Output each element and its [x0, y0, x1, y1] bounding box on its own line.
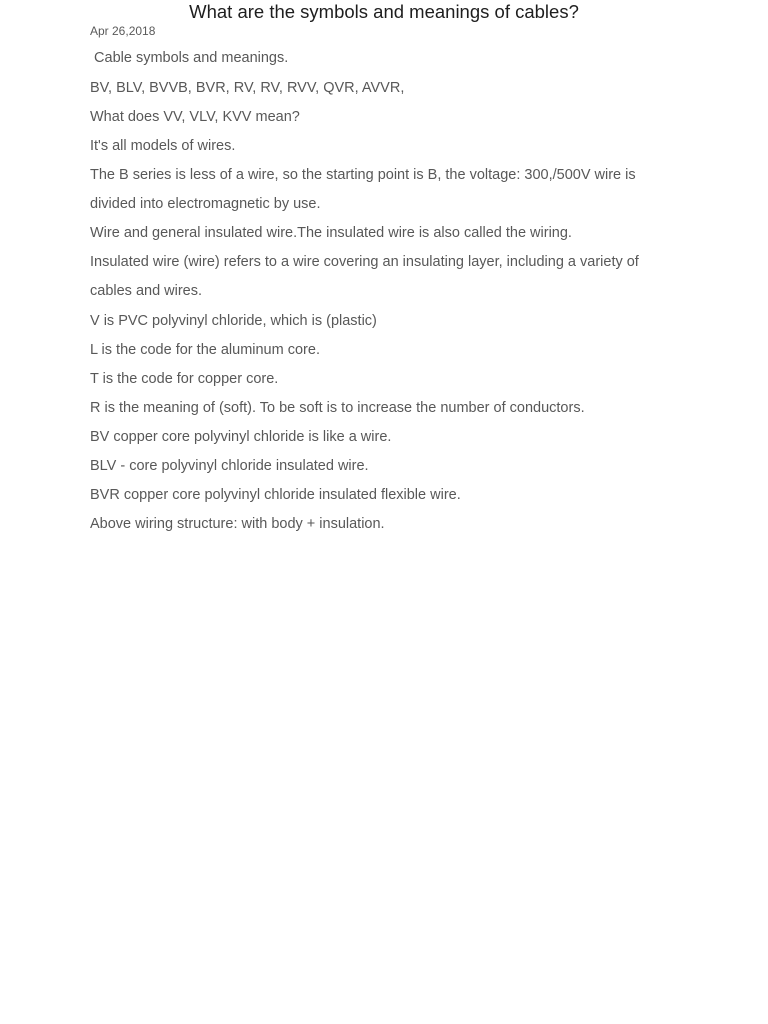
- paragraph-line: T is the code for copper core.: [90, 370, 279, 387]
- paragraph-line: It's all models of wires.: [90, 137, 236, 154]
- paragraph-line: Cable symbols and meanings.: [90, 50, 289, 67]
- paragraph-line: L is the code for the aluminum core.: [90, 341, 320, 358]
- paragraph-line: Above wiring structure: with body + insulation.: [90, 516, 385, 533]
- paragraph: [90, 103, 730, 132]
- paragraph: [90, 423, 730, 452]
- paragraph-line: BV, BLV, BVVB, BVR, RV, RV, RVV, QVR, AVVR,: [90, 79, 405, 96]
- paragraph: [90, 394, 730, 423]
- paragraph: [90, 132, 730, 161]
- paragraph-line: BLV - core polyvinyl chloride insulated wire.: [90, 458, 369, 475]
- paragraph: [90, 481, 730, 510]
- page-title: What are the symbols and meanings of cables?: [189, 1, 579, 22]
- paragraph-line: V is PVC polyvinyl chloride, which is (plastic): [90, 312, 377, 329]
- paragraph: [90, 510, 730, 539]
- paragraph-line: R is the meaning of (soft). To be soft is to increase the number of conductors.: [90, 399, 585, 416]
- paragraph: [90, 44, 730, 73]
- paragraph: [90, 161, 730, 219]
- paragraph: [90, 248, 730, 306]
- paragraph-line: BV copper core polyvinyl chloride is like a wire.: [90, 429, 392, 446]
- paragraph-line: What does VV, VLV, KVV mean?: [90, 108, 300, 125]
- paragraph-line: Insulated wire (wire) refers to a wire covering an insulating layer, including a variety of: [90, 254, 639, 271]
- paragraph: [90, 452, 730, 481]
- paragraph-line: BVR copper core polyvinyl chloride insulated flexible wire.: [90, 487, 461, 504]
- paragraph: [90, 219, 730, 248]
- article-body: [90, 44, 730, 539]
- paragraph: [90, 74, 730, 103]
- paragraph-line: Wire and general insulated wire.The insulated wire is also called the wiring.: [90, 225, 572, 242]
- paragraph-line: divided into electromagnetic by use.: [90, 196, 321, 213]
- paragraph-line: The B series is less of a wire, so the starting point is B, the voltage: 300,/500V wire is: [90, 166, 636, 183]
- paragraph-line: cables and wires.: [90, 283, 203, 300]
- paragraph: [90, 365, 730, 394]
- paragraph: [90, 307, 730, 336]
- paragraph: [90, 336, 730, 365]
- publish-date: Apr 26,2018: [90, 24, 156, 38]
